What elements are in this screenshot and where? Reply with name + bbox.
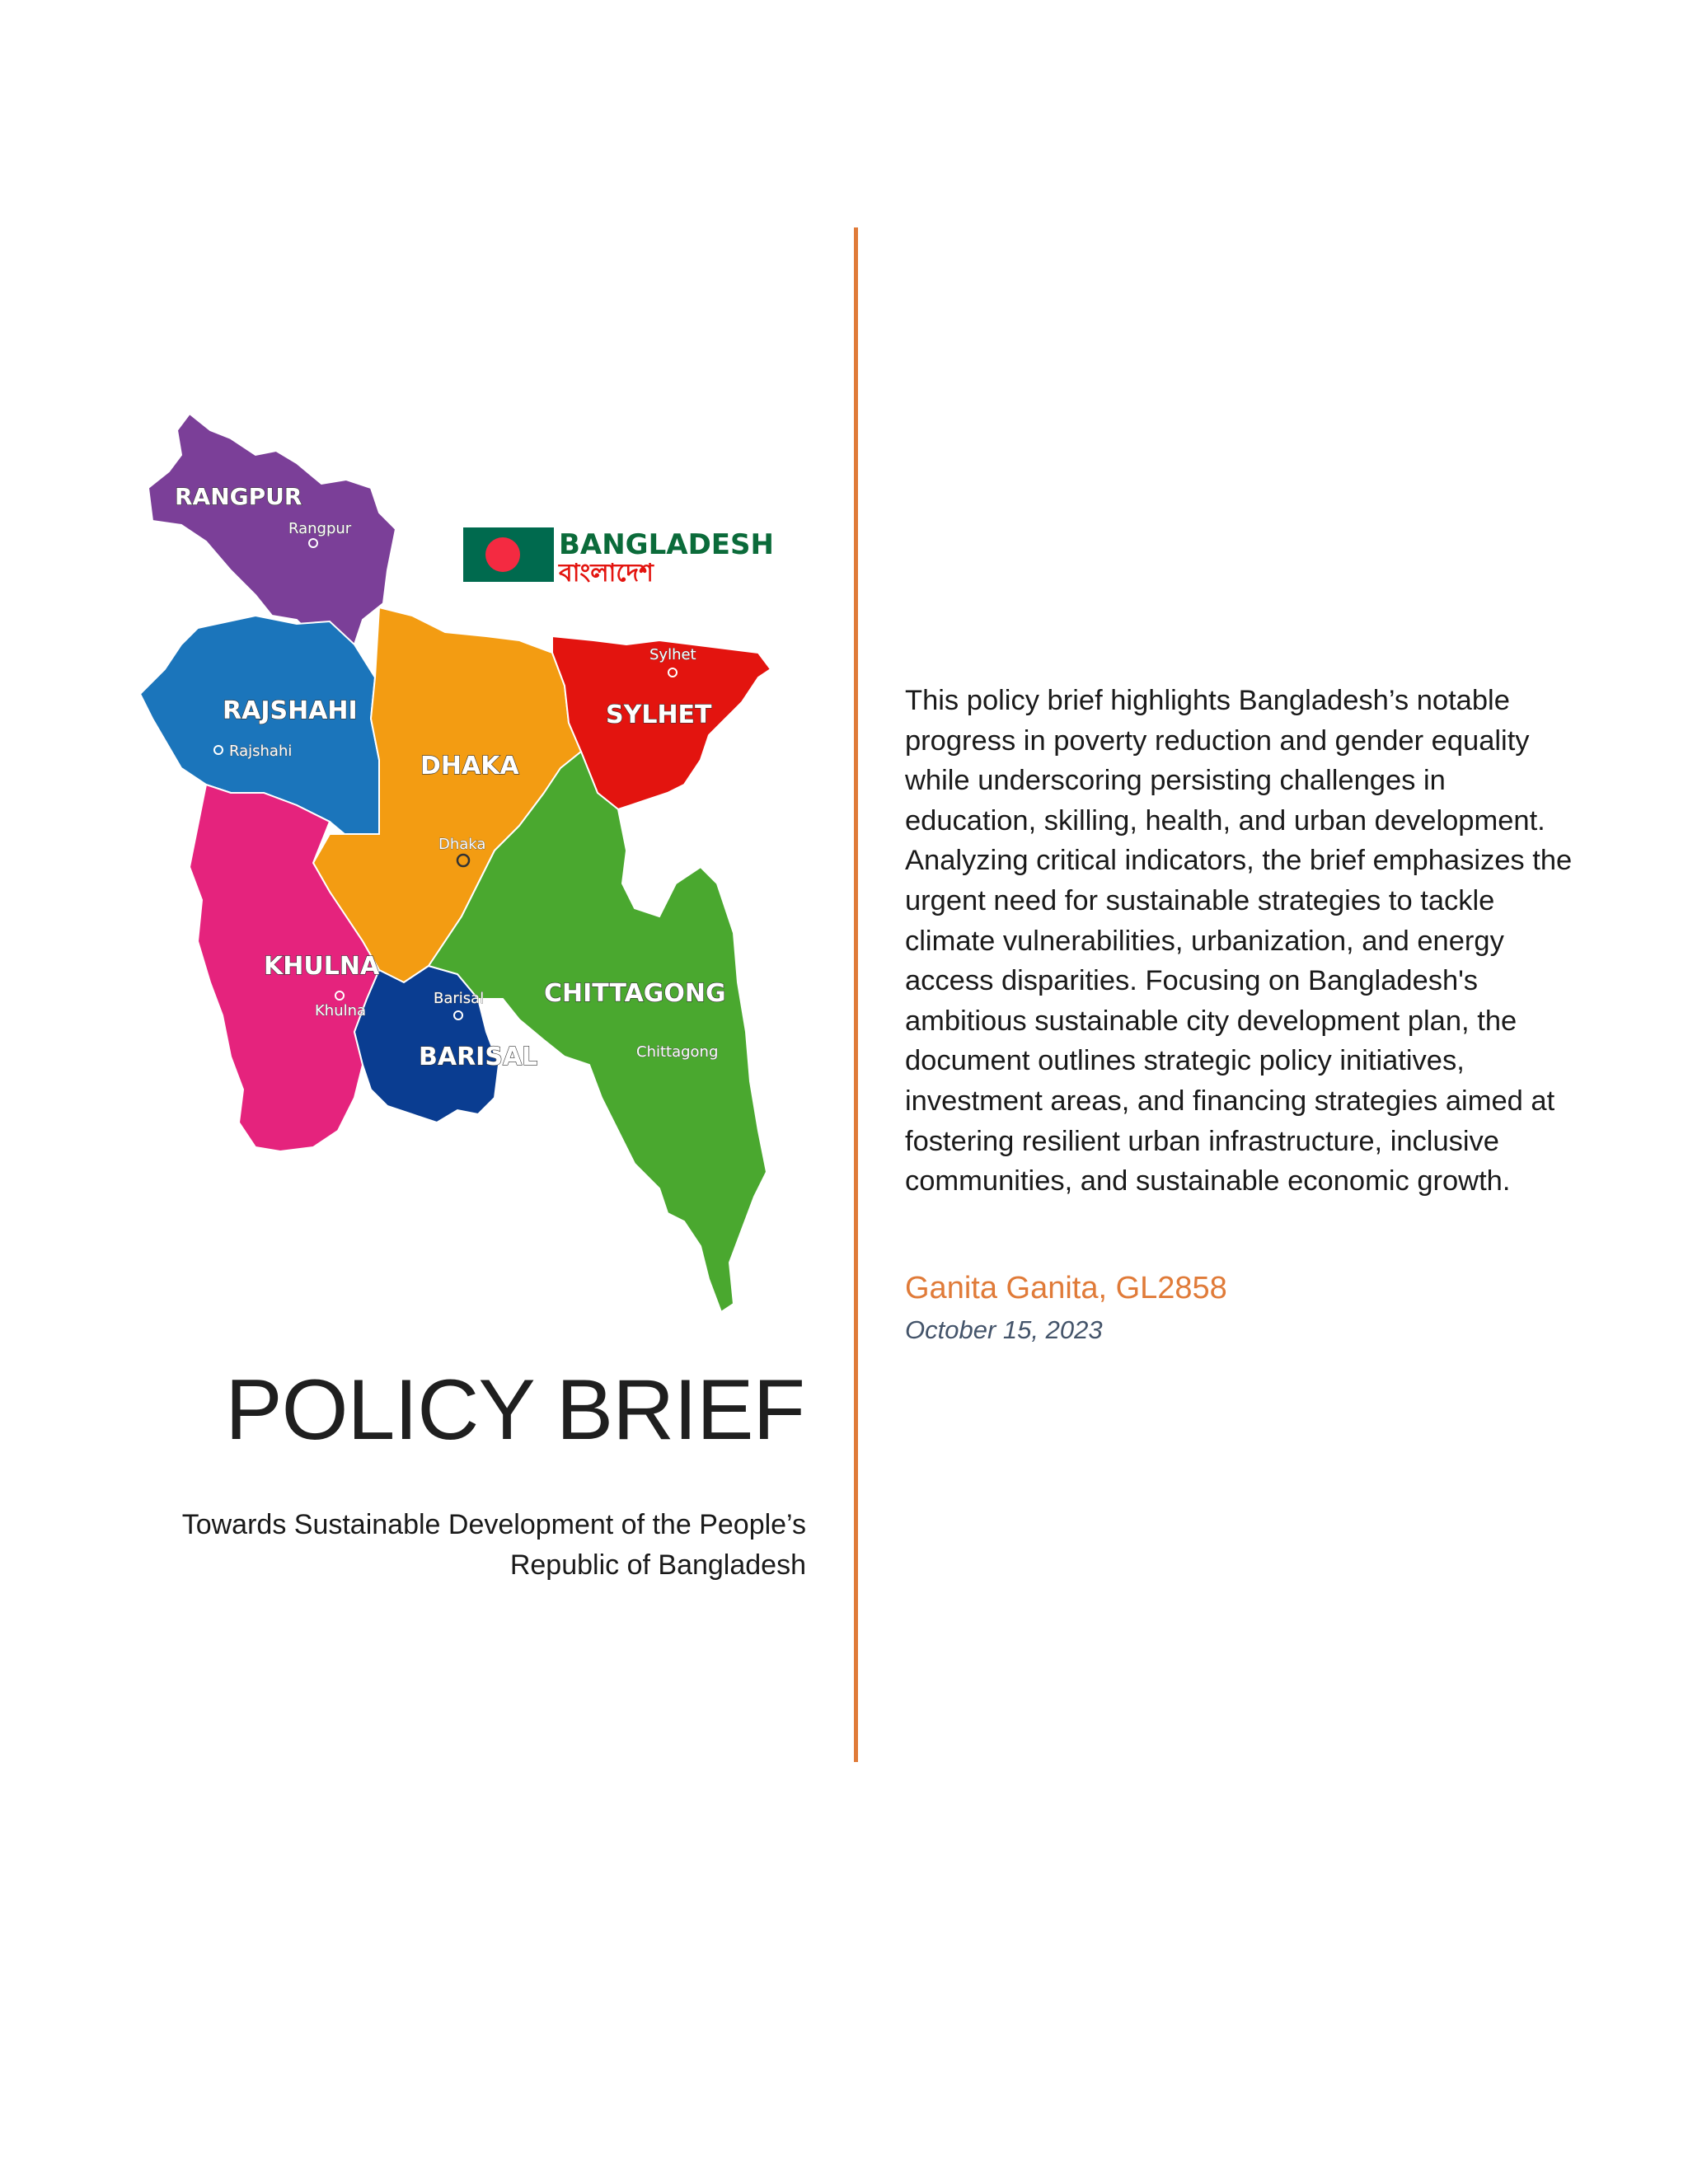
abstract-text: This policy brief highlights Bangladesh’s notable progress in poverty reduction and gender equality while underscoring persisting challenges in education, skilling, health, and urban development. Analyzing critical indicators, the brief emphasizes the urgent need for sustainable strategies to tackle climate vulnerabilities, urbanization, and energy access disparities. Focusing on Bangladesh's ambitious sustainable city development plan, the document outlines strategic policy initiatives, investment areas, and financing strategies aimed at fostering resilient urban infrastructure, inclusive communities, and sustainable economic growth. <box>905 685 1573 1197</box>
publish-date: October 15, 2023 <box>905 1315 1103 1344</box>
flag-label-bangla: বাংলাদেশ <box>559 559 654 588</box>
city-dhaka: Dhaka <box>438 836 486 853</box>
label-barisal: BARISAL <box>419 1043 538 1071</box>
city-barisal: Barisal <box>434 990 485 1007</box>
city-sylhet: Sylhet <box>649 646 696 663</box>
bangladesh-division-map <box>132 405 791 1345</box>
page-title: POLICY BRIEF <box>225 1362 804 1458</box>
label-khulna: KHULNA <box>264 952 380 981</box>
flag-disc <box>485 537 520 572</box>
flag-label: BANGLADESH <box>559 528 774 561</box>
label-sylhet: SYLHET <box>606 701 712 729</box>
label-rangpur: RANGPUR <box>175 483 302 510</box>
label-chittagong: CHITTAGONG <box>544 979 726 1008</box>
label-rajshahi: RAJSHAHI <box>223 696 358 725</box>
city-rangpur: Rangpur <box>288 520 352 537</box>
city-rajshahi: Rajshahi <box>229 743 293 760</box>
label-dhaka: DHAKA <box>420 752 519 780</box>
city-khulna: Khulna <box>315 1002 367 1019</box>
page-subtitle: Towards Sustainable Development of the People’s Republic of Bangladesh <box>181 1509 806 1581</box>
region-rangpur <box>148 414 396 644</box>
vertical-divider <box>854 227 858 1762</box>
city-chittagong: Chittagong <box>636 1043 719 1061</box>
bangladesh-flag-logo <box>463 527 774 588</box>
author-name: Ganita Ganita, GL2858 <box>905 1271 1227 1305</box>
